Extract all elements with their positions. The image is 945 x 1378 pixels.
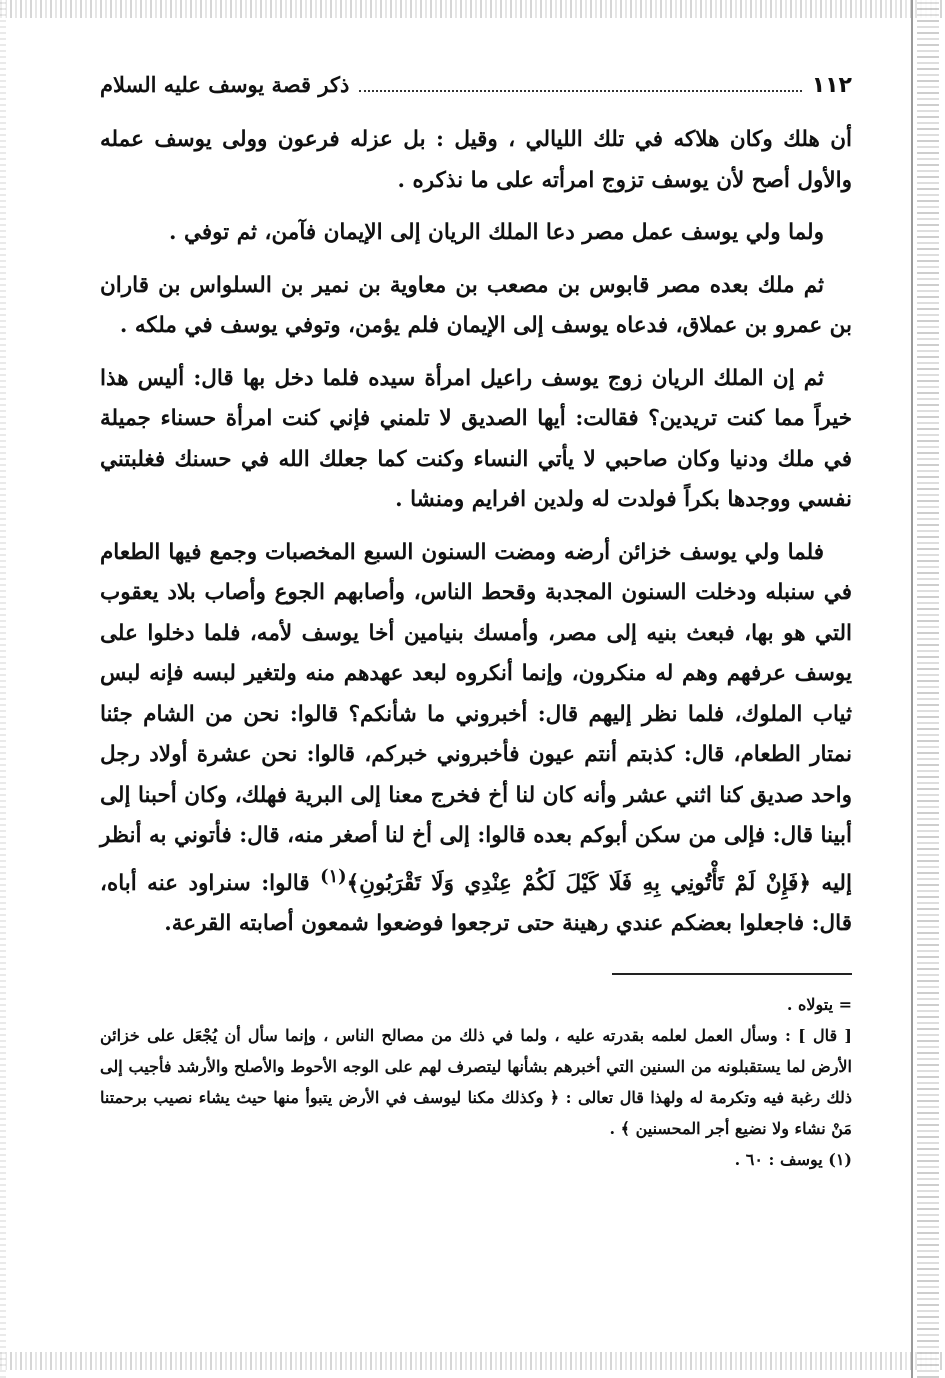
footnote-reference: (١) يوسف : ٦٠ . xyxy=(734,1149,852,1169)
footnotes xyxy=(100,989,852,1175)
book-page xyxy=(100,72,852,1175)
paragraph-4: ثم إن الملك الريان زوج يوسف راعيل امرأة سيده فلما دخل بها قال: أليس هذا خيراً مما كنت تريدين؟ فقالت: أيها الصديق لا تلمني فإني كنت امرأة حسناء جميلة في ملك ودنيا وكان صاحبي لا يأتي النساء وكنت كما جعلك الله في حسنك فغلبتني نفسي ووجدها بكراً فولدت له ولدين افرايم ومنشا . xyxy=(100,365,852,512)
paragraph-5-text: فلما ولي يوسف خزائن أرضه ومضت السنون السبع المخصبات وجمع فيها الطعام في سنبله ودخلت السنون المجدبة وقحط الناس، وأصابهم الجوع وأصاب بلاد يعقوب التي هو بها، فبعث بنيه إلى مصر، وأمسك بنيامين أخا يوسف لأمه، فلما دخلوا على يوسف عرفهم وهم له منكرون، وإنما أنكروه لبعد عهدهم منه ولتغير لبسه فإنه لبس ثياب الملوك، فلما نظر إليهم قال: أخبروني ما شأنكم؟ قالوا: نحن من الشام جئنا نمتار الطعام، قال: كذبتم أنتم عيون فأخبروني خبركم، قالوا: نحن عشرة أولاد رجل واحد صديق كنا اثني عشر وأنه كان لنا أخ فخرج معنا إلى البرية فهلك، وكان أحبنا إلى أبينا قال: فإلى من سكن أبوكم بعده قالوا: إلى أخ لنا أصغر منه، قال: فأتوني به أنظر إليه xyxy=(100,539,852,896)
scan-border-right xyxy=(917,0,939,1378)
footnote-marker: (١) xyxy=(320,865,347,887)
scan-border-right-line xyxy=(911,0,913,1378)
scan-border-top xyxy=(0,0,945,18)
footnote-continuation: = يتولاه . xyxy=(786,994,852,1014)
paragraph-3: ثم ملك بعده مصر قابوس بن مصعب بن معاوية بن نمير بن السلواس بن قاران بن عمرو بن عملاق، فدعاه يوسف إلى الإيمان فلم يؤمن، وتوفي يوسف في ملكه . xyxy=(100,272,852,338)
header-dotted-leader xyxy=(359,76,801,92)
paragraph-1: أن هلك وكان هلاكه في تلك الليالي ، وقيل : بل عزله فرعون وولى يوسف عمله والأول أصح لأن يوسف تزوج امرأته على ما نذكره . xyxy=(100,127,852,193)
paragraph-5-ending: قالوا: سنراود عنه أباه، قال: فاجعلوا بعضكم عندي رهينة حتى ترجعوا فوضعوا شمعون أصابته القرعة. xyxy=(100,870,852,937)
page-number: ١١٢ xyxy=(811,73,852,98)
quran-quote: ﴿فَإِنْ لَمْ تَأْتُونِي بِهِ فَلَا كَيْلَ لَكُمْ عِنْدِي وَلَا تَقْرَبُونِ﴾ xyxy=(346,870,811,896)
paragraph-2: ولما ولي يوسف عمل مصر دعا الملك الريان إلى الإيمان فآمن، ثم توفي . xyxy=(168,220,824,245)
footnote-separator xyxy=(612,973,852,975)
chapter-title: ذكر قصة يوسف عليه السلام xyxy=(100,72,350,97)
scan-border-left xyxy=(0,0,6,1378)
footnote-commentary: [ قال ] : وسأل العمل لعلمه بقدرته عليه ، ولما في ذلك من مصالح الناس ، وإنما سأل أن يُجْعَل على خزائن الأرض لما يستقبلونه من السنين التي أخبرهم بشأنها ليتصرف لهم على الوجه الأحوط والأصلح والأرشد فأجيب إلى ذلك رغبة فيه وتكرمة له ولهذا قال تعالى : ﴿ وكذلك مكنا ليوسف في الأرض يتبوأ منها حيث يشاء نصيب برحمتنا مَنْ نشاء ولا نضيع أجر المحسنين ﴾ . xyxy=(100,1025,853,1138)
scan-border-bottom xyxy=(0,1352,945,1370)
paragraph-5 xyxy=(100,533,852,945)
running-head xyxy=(100,72,852,114)
main-text xyxy=(100,120,852,945)
